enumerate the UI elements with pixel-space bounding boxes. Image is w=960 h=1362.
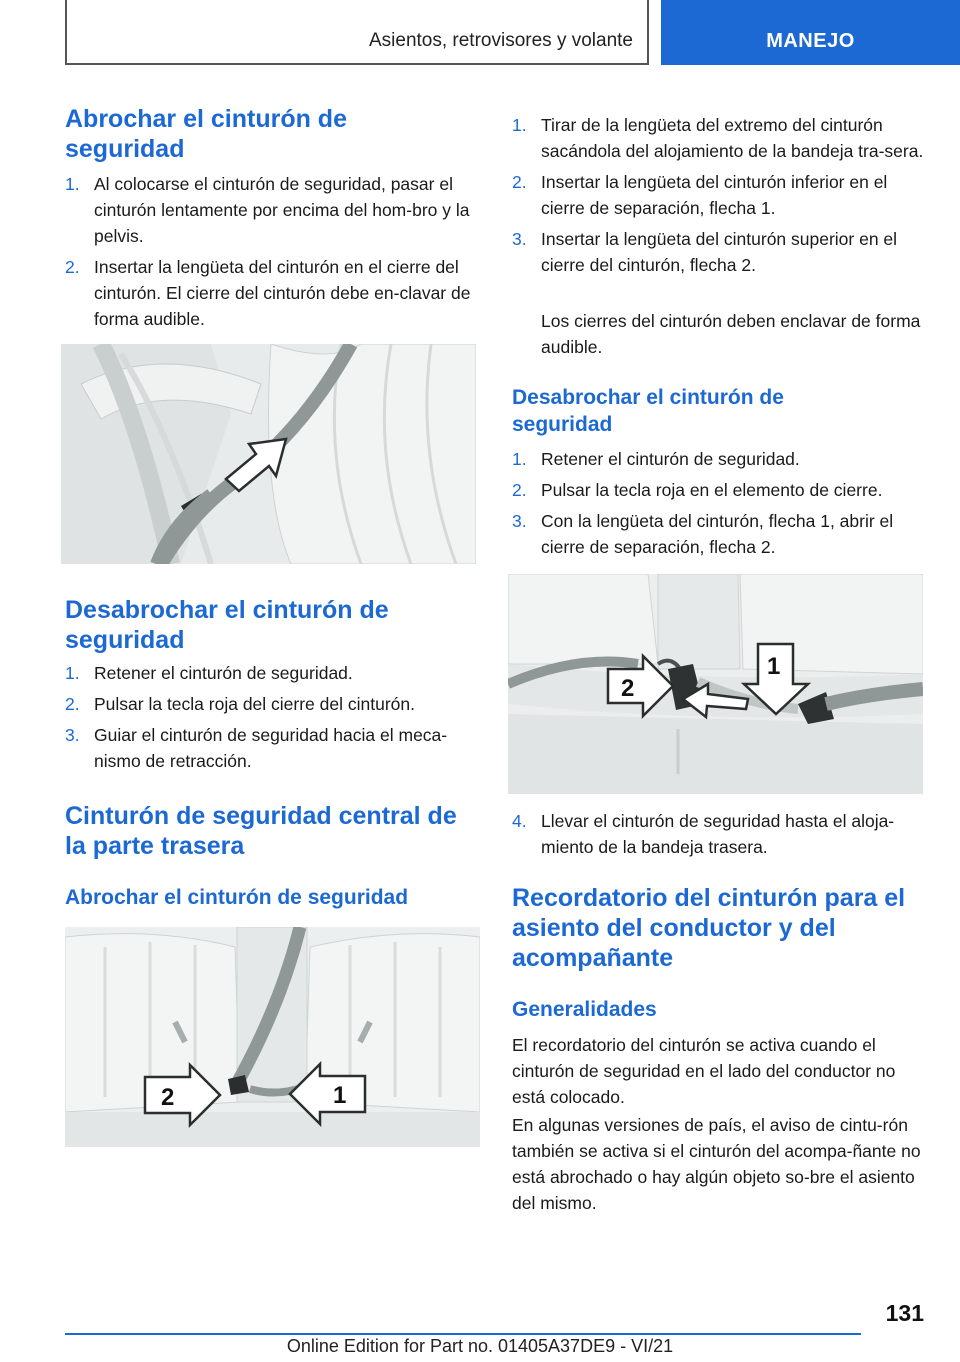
figure-label-2: 2 [161, 1084, 175, 1111]
figure-rear-center-belt [65, 927, 480, 1147]
header-chapter-title: MANEJO [766, 30, 855, 52]
page-number: 131 [885, 1300, 924, 1326]
list-item: 2. Insertar la lengüeta del cinturón inferior en el cierre de separación, flecha 1. [512, 172, 888, 218]
figure-label-2: 2 [621, 675, 635, 702]
heading-belt-reminder: Recordatorio del cinturón para el asiento del conductor y del acompañante [512, 884, 906, 972]
footer-divider [65, 1333, 861, 1335]
paragraph-reminder-1: El recordatorio del cinturón se activa cuando el cinturón de seguridad en el lado del conductor no está colocado. [512, 1035, 896, 1107]
list-item: 3. Con la lengüeta del cinturón, flecha 1, abrir el cierre de separación, flecha 2. [512, 511, 894, 557]
heading-center-belt: Cinturón de seguridad central de la parte trasera [65, 802, 457, 860]
paragraph-reminder-2: En algunas versiones de país, el aviso de cintu-rón también se activa si el cinturón del acompa-ñante no está abrochado o hay algún objeto so-bre el asiento del mismo. [512, 1115, 921, 1213]
center-unbuckle-steps [512, 446, 928, 565]
subheading-center-buckle: Abrochar el cinturón de seguridad [65, 886, 409, 909]
list-item: 1. Retener el cinturón de seguridad. [65, 663, 353, 683]
subheading-general: Generalidades [512, 998, 657, 1021]
figure-label-1: 1 [333, 1082, 347, 1109]
figure-separation-buckle [508, 574, 923, 794]
list-item: 1. Al colocarse el cinturón de seguridad, pasar el cinturón lentamente por encima del hom-bro y la pelvis. [65, 174, 470, 246]
figure-label-1: 1 [767, 653, 781, 680]
list-item: 2. Pulsar la tecla roja del cierre del cinturón. [65, 694, 415, 714]
center-step-4 [512, 808, 928, 865]
footer-edition: Online Edition for Part no. 01405A37DE9 - VI/21 [286, 1336, 674, 1356]
figure-front-seat-belt [61, 344, 476, 564]
list-item: 3. Guiar el cinturón de seguridad hacia el meca-nismo de retracción. [65, 725, 448, 771]
list-item: 2. Pulsar la tecla roja en el elemento de cierre. [512, 480, 883, 500]
header-section-title: Asientos, retrovisores y volante [368, 30, 633, 51]
heading-unbuckle: Desabrochar el cinturón de seguridad [65, 596, 389, 654]
list-item: 2. Insertar la lengüeta del cinturón en el cierre del cinturón. El cierre del cinturón debe en-clavar de forma audible. [65, 257, 471, 329]
unbuckle-steps [65, 660, 477, 779]
heading-buckle: Abrochar el cinturón de seguridad [65, 105, 347, 163]
header-chapter-tab [661, 0, 960, 65]
header-section-tab [65, 0, 649, 65]
list-item: 1. Retener el cinturón de seguridad. [512, 449, 800, 469]
list-item: 3. Insertar la lengüeta del cinturón superior en el cierre del cinturón, flecha 2. [512, 229, 898, 275]
list-item: 4. Llevar el cinturón de seguridad hasta el aloja-miento de la bandeja trasera. [512, 811, 895, 857]
center-note: Los cierres del cinturón deben enclavar de forma audible. [541, 311, 921, 357]
subheading-center-unbuckle: Desabrochar el cinturón de seguridad [512, 386, 784, 436]
buckle-steps [65, 171, 477, 337]
center-buckle-steps [512, 112, 928, 283]
list-item: 1. Tirar de la lengüeta del extremo del cinturón sacándola del alojamiento de la bandeja tra-sera. [512, 115, 924, 161]
